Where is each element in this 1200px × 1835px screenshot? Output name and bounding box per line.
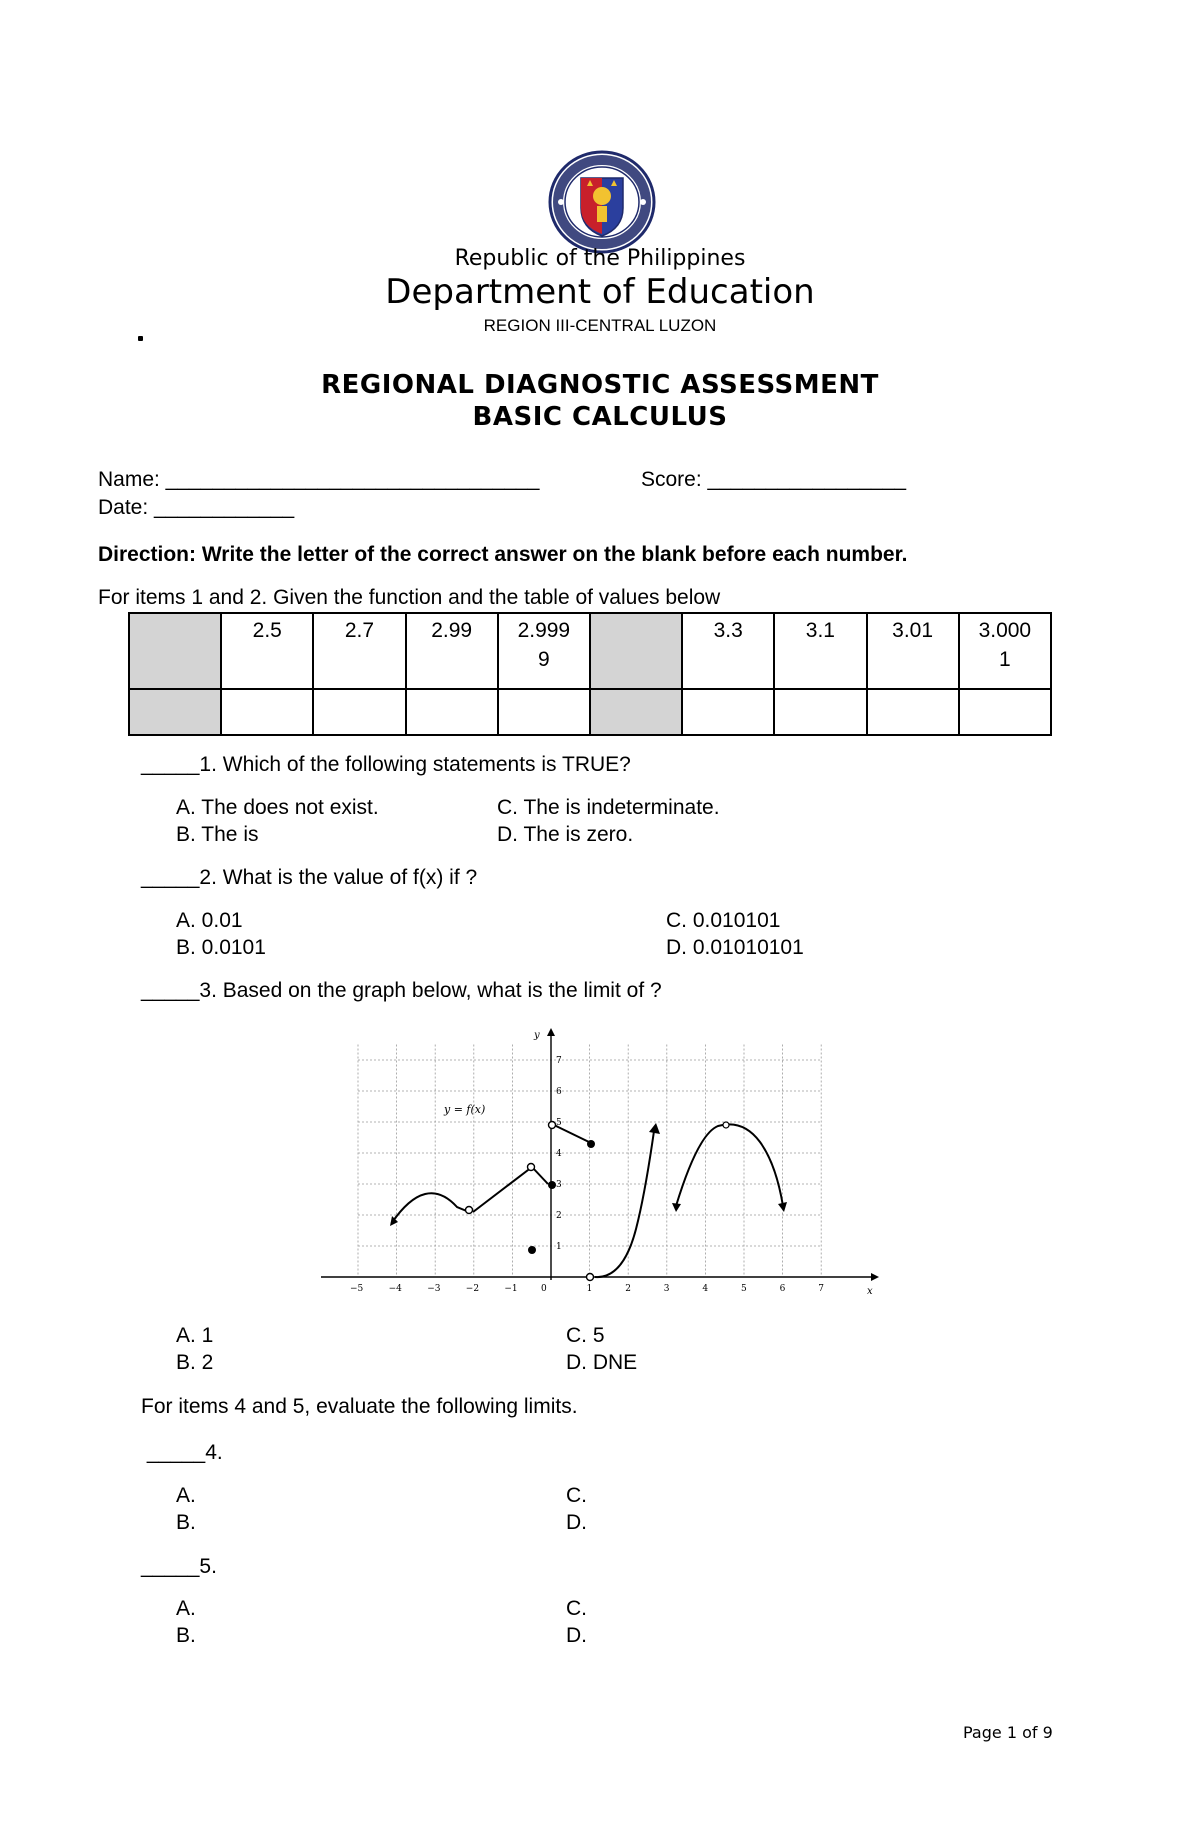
function-graph: [318, 1024, 882, 1300]
x-tick-label: 6: [779, 1284, 786, 1294]
intro-items-4-5: For items 4 and 5, evaluate the following limits.: [141, 1395, 578, 1418]
subject-title: BASIC CALCULUS: [472, 402, 728, 432]
x-tick-label: 7: [818, 1284, 824, 1294]
page-number: Page 1 of 9: [963, 1723, 1053, 1742]
table-cell: 3.000 1: [959, 613, 1051, 689]
score-field: Score: _________________: [641, 468, 907, 491]
x-axis-label: x: [867, 1286, 873, 1297]
x-tick-label: 5: [741, 1284, 747, 1294]
table-cell: 3.3: [682, 613, 774, 689]
y-tick-label: 3: [556, 1180, 562, 1190]
table-cell: 2.999 9: [498, 613, 590, 689]
question-4-option-a: A.: [176, 1484, 196, 1507]
y-tick-label: 2: [556, 1211, 562, 1221]
x-tick-label: 0: [541, 1284, 547, 1294]
open-point: [723, 1122, 729, 1128]
question-4-option-c: C.: [566, 1484, 587, 1507]
x-tick-label: 4: [702, 1284, 709, 1294]
table-cell: 2.99: [406, 613, 498, 689]
name-field: Name: ________________________________: [98, 468, 540, 491]
x-tick-label: 1: [586, 1284, 593, 1294]
question-5-option-d: D.: [566, 1624, 587, 1647]
question-1-option-d: D. The is zero.: [497, 823, 634, 846]
table-cell-blank: [221, 689, 313, 735]
curve-segment-upper: [554, 1125, 589, 1142]
x-axis-arrow-icon: [871, 1273, 879, 1281]
x-tick-label: −3: [427, 1284, 441, 1294]
question-2-stem: _____2. What is the value of f(x) if ?: [141, 866, 478, 889]
table-cell-blank: [129, 689, 221, 735]
function-label: y = f(x): [444, 1103, 486, 1116]
question-3-option-d: D. DNE: [566, 1351, 638, 1374]
curve-arrow-down-left-icon: [672, 1203, 681, 1212]
curve-segment-drop: [532, 1167, 548, 1184]
question-2-option-a: A. 0.01: [176, 909, 243, 932]
question-3-option-a: A. 1: [176, 1324, 214, 1347]
header-republic: Republic of the Philippines: [454, 246, 746, 271]
curve-segment-rising: [473, 1167, 532, 1212]
table-cell-blank: [590, 689, 682, 735]
question-1-option-b: B. The is: [176, 823, 259, 846]
question-1-stem: _____1. Which of the following statements is TRUE?: [141, 753, 631, 776]
x-tick-label: −1: [504, 1284, 518, 1294]
table-cell-blank: [682, 689, 774, 735]
open-point: [528, 1164, 535, 1171]
y-tick-label: 1: [556, 1242, 562, 1252]
curve-left-arc: [392, 1193, 469, 1223]
table-cell-blank: [774, 689, 866, 735]
table-cell: 2.5: [221, 613, 313, 689]
question-4-option-b: B.: [176, 1511, 196, 1534]
question-1-option-c: C. The is indeterminate.: [497, 796, 720, 819]
curve-arrow-up-icon: [649, 1123, 660, 1134]
date-field: Date: ____________: [98, 496, 295, 519]
question-2-option-d: D. 0.01010101: [666, 936, 804, 959]
table-cell-blank: [129, 613, 221, 689]
table-cell-blank: [959, 689, 1051, 735]
table-row: [129, 613, 1051, 689]
table-cell-blank: [406, 689, 498, 735]
question-3-option-c: C. 5: [566, 1324, 605, 1347]
table-cell-blank: [313, 689, 405, 735]
question-3-option-b: B. 2: [176, 1351, 214, 1374]
bullet-mark: [138, 336, 143, 341]
table-cell: 3.1: [774, 613, 866, 689]
closed-point: [548, 1181, 556, 1189]
x-tick-label: 3: [663, 1284, 670, 1294]
intro-items-1-2: For items 1 and 2. Given the function and the table of values below: [98, 586, 721, 609]
values-table: [128, 612, 1052, 736]
header-department: Department of Education: [385, 272, 815, 312]
x-tick-label: −5: [350, 1284, 364, 1294]
y-axis-label: y: [534, 1030, 540, 1041]
y-tick-label: 4: [556, 1149, 562, 1159]
y-axis-arrow-icon: [547, 1028, 555, 1036]
direction-text: Direction: Write the letter of the correct answer on the blank before each number.: [98, 543, 908, 566]
x-tick-label: 2: [625, 1284, 631, 1294]
table-cell-blank: [867, 689, 959, 735]
open-point: [466, 1207, 473, 1214]
open-point: [549, 1122, 556, 1129]
y-tick-label: 7: [556, 1056, 562, 1066]
y-tick-label: 5: [556, 1118, 562, 1128]
question-5-option-c: C.: [566, 1597, 587, 1620]
table-cell: 2.7: [313, 613, 405, 689]
x-tick-label: −4: [388, 1284, 402, 1294]
question-3-stem: _____3. Based on the graph below, what is the limit of ?: [141, 979, 662, 1002]
assessment-title: REGIONAL DIAGNOSTIC ASSESSMENT: [321, 370, 879, 400]
question-1-option-a: A. The does not exist.: [176, 796, 379, 819]
header-region: REGION III-CENTRAL LUZON: [483, 316, 717, 335]
closed-point: [587, 1140, 595, 1148]
open-point: [587, 1274, 594, 1281]
question-4-option-d: D.: [566, 1511, 587, 1534]
deped-seal-logo: [547, 150, 657, 254]
x-tick-label: −2: [465, 1284, 480, 1294]
y-tick-label: 6: [556, 1087, 562, 1097]
table-cell-blank: [498, 689, 590, 735]
question-2-option-c: C. 0.010101: [666, 909, 781, 932]
question-5-option-b: B.: [176, 1624, 196, 1647]
question-4-stem: _____4.: [141, 1441, 223, 1464]
question-5-option-a: A.: [176, 1597, 196, 1620]
table-cell: 3.01: [867, 613, 959, 689]
table-cell-blank: [590, 613, 682, 689]
question-5-stem: _____5.: [141, 1555, 217, 1578]
closed-point: [528, 1246, 536, 1254]
table-row: [129, 689, 1051, 735]
curve-parabola: [676, 1124, 783, 1206]
question-2-option-b: B. 0.0101: [176, 936, 266, 959]
